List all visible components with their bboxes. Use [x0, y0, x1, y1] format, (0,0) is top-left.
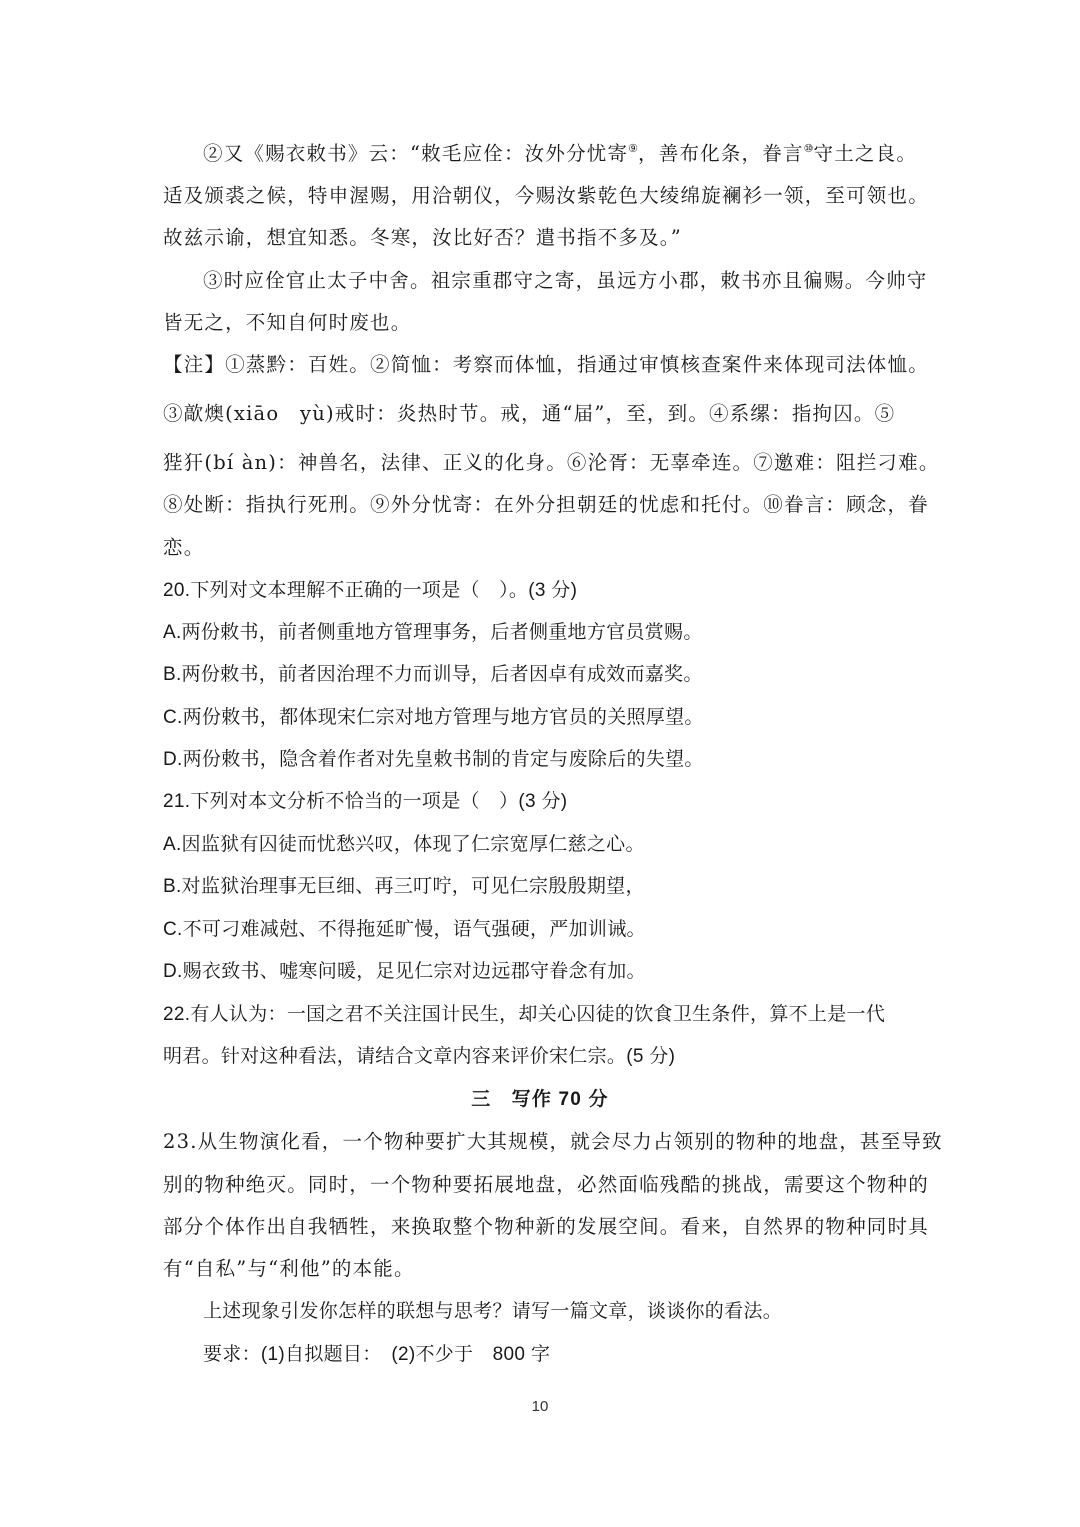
- question-20-option-d: D.两份敕书，隐含着作者对先皇敕书制的肯定与废除后的失望。: [163, 749, 704, 770]
- question-22-line-2: 明君。针对这种看法，请结合文章内容来评价宋仁宗。(5 分): [163, 1046, 676, 1067]
- passage-p2-line-1: [203, 140, 923, 168]
- footnote-marker-10: ⑩: [803, 142, 814, 155]
- passage-p2-line-3: 故兹示谕，想宜知悉。冬寒，汝比好否？遣书指不多及。”: [163, 226, 682, 249]
- notes-line-5: 恋。: [163, 536, 205, 559]
- question-21-option-a: A.因监狱有囚徒而忧愁兴叹，体现了仁宗宽厚仁慈之心。: [163, 834, 645, 855]
- passage-p2-line-1-b: ，善布化条，眷言: [638, 142, 804, 165]
- notes-line-1: 【注】①蒸黔：百姓。②简恤：考察而体恤，指通过审慎核查案件来体现司法体恤。: [163, 353, 929, 376]
- page-number: 10: [531, 1398, 549, 1415]
- footnote-marker-9: ⑨: [628, 142, 639, 155]
- section-3-title: 三 写作 70 分: [471, 1089, 609, 1110]
- question-23-requirements: 要求：(1)自拟题目： (2)不少于 800 字: [203, 1344, 551, 1365]
- notes-line-3: 狴犴(bí àn)：神兽名，法律、正义的化身。⑥沦胥：无辜牵连。⑦邀难：阻拦刁难。: [163, 451, 940, 474]
- notes-line-2: ③歊燠(xiāo yù)戒时：炎热时节。戒，通“届”，至，到。④系缧：指拘囚。⑤: [163, 402, 896, 425]
- question-23-line-3: 部分个体作出自我牺牲，来换取整个物种新的发展空间。看来，自然界的物种同时具: [163, 1215, 929, 1238]
- passage-p2-line-1-c: 守土之良。: [813, 142, 918, 165]
- question-20-option-b: B.两份敕书，前者因治理不力而训导，后者因卓有成效而嘉奖。: [163, 664, 703, 685]
- passage-p2-line-2: 适及颁裘之候，特申渥赐，用洽朝仪，今赐汝紫乾色大绫绵旋襕衫一领，至可领也。: [163, 184, 929, 207]
- question-23-line-2: 别的物种绝灭。同时，一个物种要拓展地盘，必然面临残酷的挑战，需要这个物种的: [163, 1173, 929, 1196]
- question-20-stem: 20.下列对文本理解不正确的一项是（ ）。(3 分): [163, 580, 578, 601]
- question-23-line-1: 23.从生物演化看，一个物种要扩大其规模，就会尽力占领别的物种的地盘，甚至导致: [163, 1130, 943, 1153]
- question-20-option-c: C.两份敕书，都体现宋仁宗对地方管理与地方官员的关照厚望。: [163, 707, 704, 728]
- question-21-stem: 21.下列对本文分析不恰当的一项是（ ）(3 分): [163, 791, 568, 812]
- passage-p2-line-1-a: ②又《赐衣敕书》云：“敕毛应佺：汝外分忧寄: [203, 142, 629, 165]
- question-21-option-b: B.对监狱治理事无巨细、再三叮咛，可见仁宗殷殷期望，: [163, 876, 645, 897]
- question-20-option-a: A.两份敕书，前者侧重地方管理事务，后者侧重地方官员赏赐。: [163, 622, 703, 643]
- passage-p3-line-2: 皆无之，不知自何时废也。: [163, 311, 412, 334]
- question-22-line-1: 22.有人认为：一国之君不关注国计民生，却关心囚徒的饮食卫生条件，算不上是一代: [163, 1004, 886, 1025]
- passage-p3-line-1: ③时应佺官止太子中舍。祖宗重郡守之寄，虽远方小郡，敕书亦且徧赐。今帅守: [203, 269, 928, 292]
- question-21-option-c: C.不可刁难减尅、不得拖延旷慢，语气强硬，严加训诫。: [163, 919, 646, 940]
- question-23-line-4: 有“自私”与“利他”的本能。: [163, 1257, 415, 1280]
- question-23-prompt: 上述现象引发你怎样的联想与思考？请写一篇文章，谈谈你的看法。: [203, 1301, 783, 1322]
- question-21-option-d: D.赐衣致书、嘘寒问暖，足见仁宗对边远郡守眷念有加。: [163, 961, 646, 982]
- notes-line-4: ⑧处断：指执行死刑。⑨外分忧寄：在外分担朝廷的忧虑和托付。⑩眷言：顾念，眷: [163, 493, 929, 516]
